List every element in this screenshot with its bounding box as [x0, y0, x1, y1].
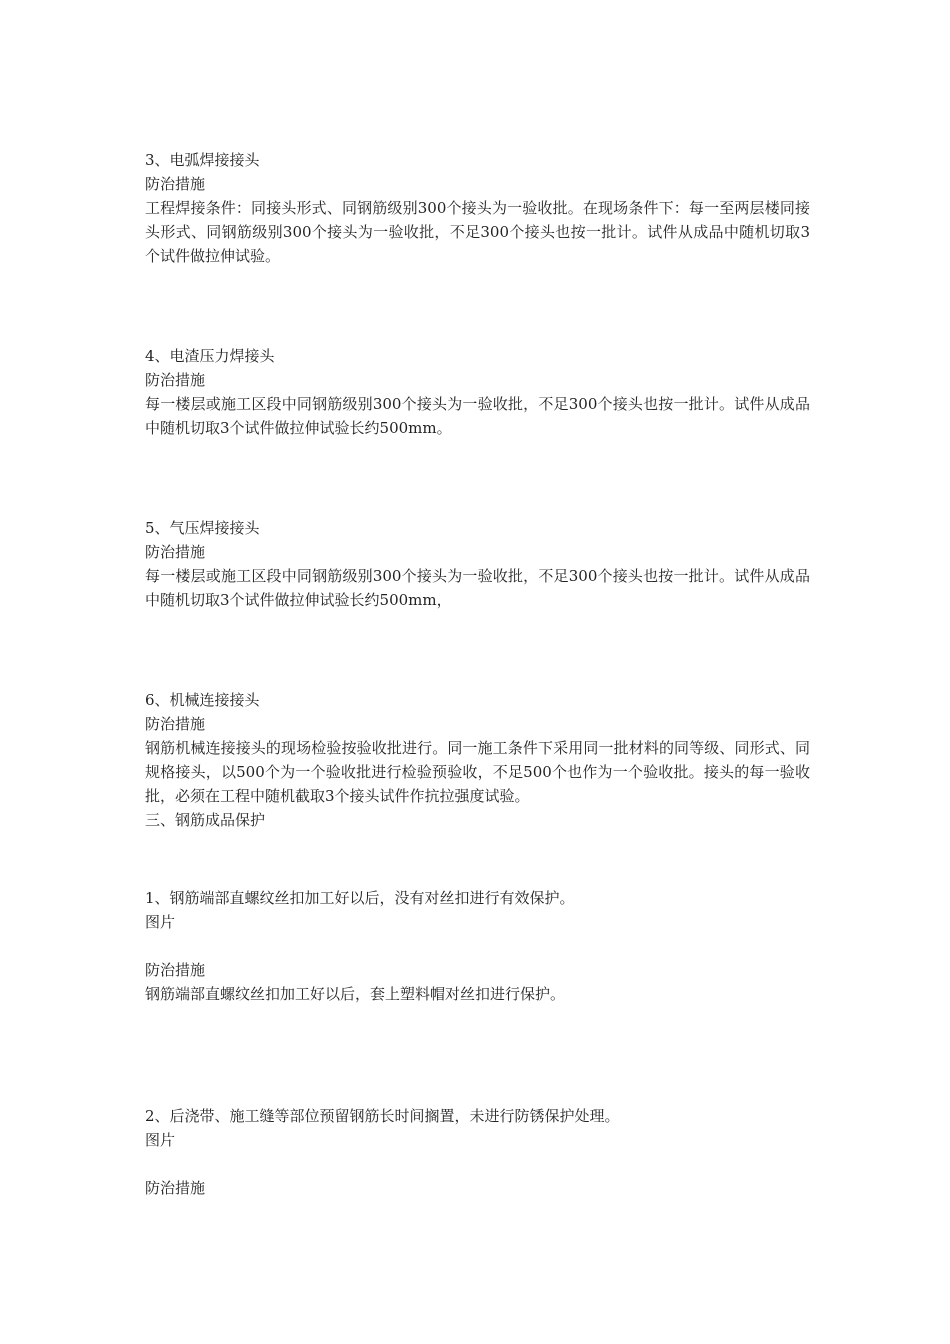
section-subheading: 防治措施 — [145, 715, 206, 733]
section-heading: 6、机械连接接头 — [145, 691, 260, 709]
section-subheading: 防治措施 — [145, 543, 206, 561]
spacer — [145, 268, 810, 344]
spacer — [145, 612, 810, 688]
section-rebar-rust-protection — [145, 1104, 810, 1200]
spacer — [145, 1152, 810, 1176]
section-subheading: 防治措施 — [145, 371, 206, 389]
image-placeholder-label: 图片 — [145, 913, 176, 931]
section-mechanical-connection — [145, 688, 810, 832]
section-body: 钢筋机械连接接头的现场检验按验收批进行。同一施工条件下采用同一批材料的同等级、同形式、同规格接头，以500个为一个验收批进行检验预验收，不足500个也作为一个验收批。接头的每一验收批，必须在工程中随机截取3个接头试件作抗拉强度试验。 — [145, 739, 810, 805]
section-heading: 3、电弧焊接接头 — [145, 151, 260, 169]
spacer — [145, 934, 810, 958]
section-electroslag-welding — [145, 344, 810, 440]
section-body: 钢筋端部直螺纹丝扣加工好以后，套上塑料帽对丝扣进行保护。 — [145, 985, 566, 1003]
image-placeholder-label: 图片 — [145, 1131, 176, 1149]
section-thread-protection — [145, 886, 810, 1006]
section-arc-welding — [145, 148, 810, 268]
spacer — [145, 832, 810, 886]
part-heading: 三、钢筋成品保护 — [145, 811, 266, 829]
section-subheading: 防治措施 — [145, 1179, 206, 1197]
spacer — [145, 440, 810, 516]
section-subheading: 防治措施 — [145, 175, 206, 193]
section-heading: 1、钢筋端部直螺纹丝扣加工好以后，没有对丝扣进行有效保护。 — [145, 889, 575, 907]
spacer — [145, 1006, 810, 1104]
section-body: 每一楼层或施工区段中同钢筋级别300个接头为一验收批，不足300个接头也按一批计。试件从成品中随机切取3个试件做拉伸试验长约500mm， — [145, 567, 810, 609]
document-content — [145, 148, 810, 1200]
section-subheading: 防治措施 — [145, 961, 206, 979]
section-body: 每一楼层或施工区段中同钢筋级别300个接头为一验收批，不足300个接头也按一批计。试件从成品中随机切取3个试件做拉伸试验长约500mm。 — [145, 395, 810, 437]
section-heading: 2、后浇带、施工缝等部位预留钢筋长时间搁置，未进行防锈保护处理。 — [145, 1107, 620, 1125]
section-gas-pressure-welding — [145, 516, 810, 612]
section-heading: 5、气压焊接接头 — [145, 519, 260, 537]
section-body: 工程焊接条件：同接头形式、同钢筋级别300个接头为一验收批。在现场条件下：每一至两层楼同接头形式、同钢筋级别300个接头为一验收批，不足300个接头也按一批计。试件从成品中随机切取3个试件做拉伸试验。 — [145, 199, 810, 265]
section-heading: 4、电渣压力焊接头 — [145, 347, 275, 365]
